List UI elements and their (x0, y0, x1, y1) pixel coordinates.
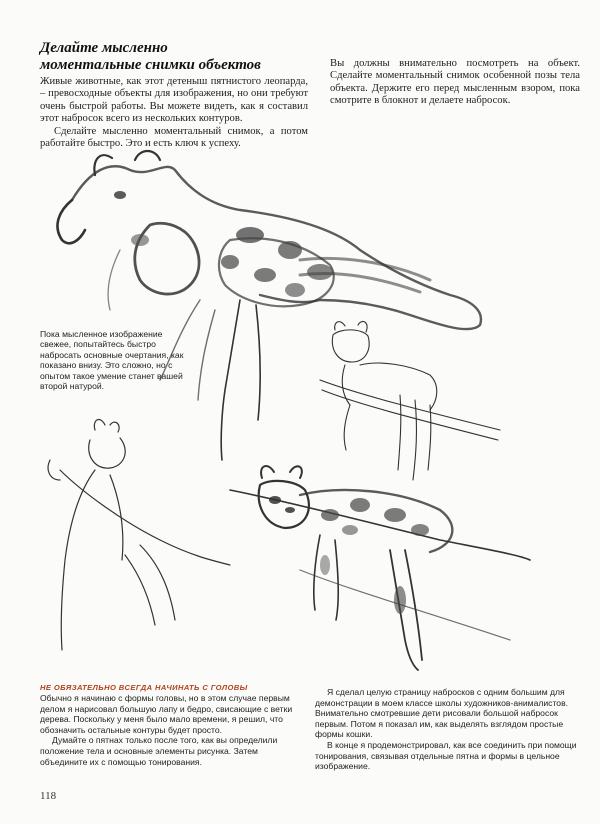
bottom-right-paragraph-1: Я сделал целую страницу набросков с одним большим для демонстрации в моем классе школы художников-анималистов. Внимательно смотревшие дети рисовали большой набросок первым. Потом я показал им, как выделять взглядом простые формы кошки. (315, 687, 569, 740)
small-leopard-sketch (320, 321, 500, 480)
intro-paragraph-1: Живые животные, как этот детеныш пятнистого леопарда, – превосходные объекты для изображения, но они требуют очень быстрой работы. Вы можете видеть, как я составил этот набросок всего из нескольких контуров. (40, 76, 308, 125)
right-paragraph-1: Вы должны внимательно посмотреть на объект. Сделайте моментальный снимок особенной позы тела объекта. Держите его перед мысленным взором, пока смотрите в блокнот и делаете набросок. (330, 58, 580, 107)
page-number: 118 (40, 790, 57, 802)
toned-leopard-sketch (230, 466, 530, 670)
bottom-left-paragraph-1: Обычно я начинаю с формы головы, но в этом случае первым делом я нарисовал большую лапу и бедро, свисающие с ветки дерева. Поскольку у меня было мало времени, я решил, что обозначить остальные контуры будет просто. (40, 693, 293, 735)
heading-line-1: Делайте мысленно (40, 40, 168, 56)
bottom-right-paragraph-2: В конце я продемонстрировал, как все соединить при помощи тонирования, связывая отдельные пятна и формы в цельное изображение. (315, 739, 577, 772)
bottom-left-text (40, 693, 302, 767)
section-subheading: НЕ ОБЯЗАТЕЛЬНО ВСЕГДА НАЧИНАТЬ С ГОЛОВЫ (40, 683, 248, 692)
bottom-left-paragraph-2: Думайте о пятнах только после того, как вы определили положение тела и основные элементы рисунка. Затем объедините их с помощью тонирования. (40, 735, 278, 767)
sketch-caption (40, 329, 185, 391)
outline-leopard-sketch (48, 420, 230, 650)
intro-paragraph-2: Сделайте мысленно моментальный снимок, а потом работайте быстро. Это и есть ключ к успеху. (40, 125, 308, 150)
main-leopard-sketch (57, 151, 480, 460)
caption-text: Пока мысленное изображение свежее, попытайтесь быстро набросать основные очертания, как показано внизу. Это сложно, но с опытом такое умение станет вашей второй натурой. (40, 329, 184, 392)
bottom-right-text (315, 687, 577, 772)
heading-line-2: моментальные снимки объектов (40, 57, 261, 73)
